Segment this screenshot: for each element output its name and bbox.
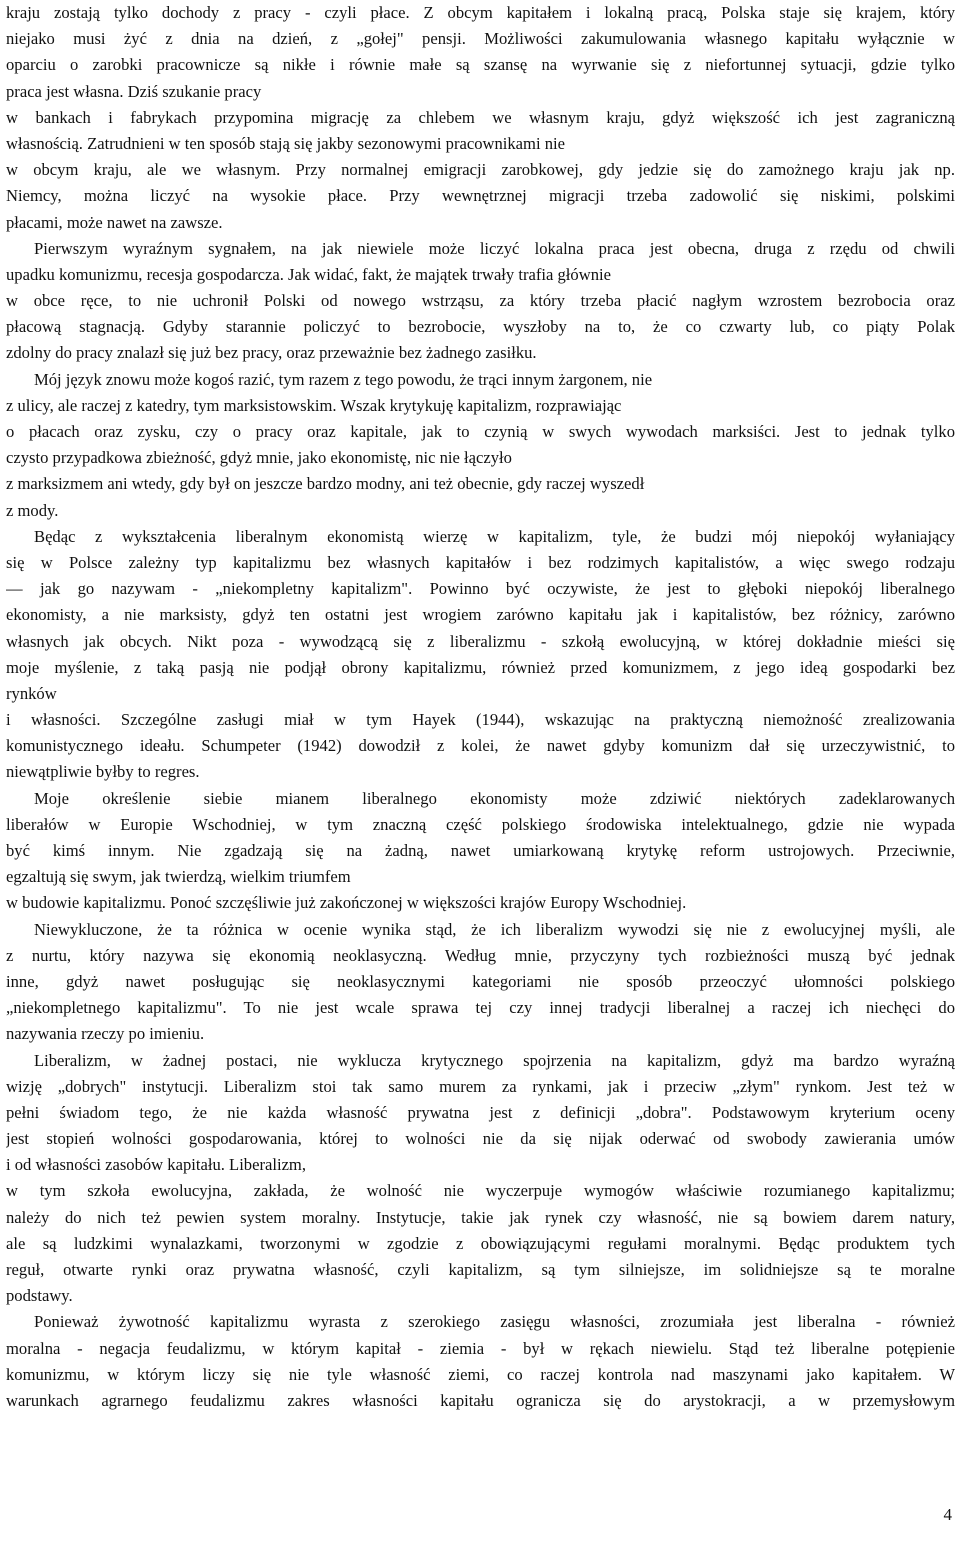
text-line: w obcym kraju, ale we własnym. Przy normalnej emigracji zarobkowej, gdy jedzie się do zamożnego kraju jak np. (6, 160, 955, 180)
text-line: kraju zostają tylko dochody z pracy - czyli płace. Z obcym kapitałem i lokalną pracą, Polska staje się krajem, który (6, 3, 955, 22)
text-line: upadku komunizmu, recesja gospodarcza. Jak widać, fakt, że majątek trwały trafia głównie (6, 264, 611, 284)
text-line: Ponieważ żywotność kapitalizmu wyrasta z szerokiego zasięgu własności, zrozumiała jest liberalna - również (34, 1312, 955, 1332)
text-line: wizję „dobrych" instytucji. Liberalizm stoi tak samo murem za rynkami, jak i przeciw „złym" rynkom. Jest też w (6, 1076, 955, 1096)
text-line: oparciu o zarobki pracownicze są nikłe i równie małe są szansę na wyrwanie się z niefortunnej sytuacji, gdzie tylko (6, 55, 955, 75)
text-line: warunkach agrarnego feudalizmu zakres własności kapitału ogranicza się do arystokracji, a w przemysłowym (6, 1390, 955, 1410)
text-line: z nurtu, który nazywa się ekonomią neoklasyczną. Według mnie, przyczyny tych rozbieżności muszą być jednak (6, 945, 955, 965)
text-line: ale są ludzkimi wynalazkami, tworzonymi w zgodzie z obowiązującymi regułami moralnymi. Będąc produktem tych (6, 1233, 955, 1253)
text-line: nazywania rzeczy po imieniu. (6, 1024, 205, 1044)
text-line: w bankach i fabrykach przypomina migrację za chlebem we własnym kraju, gdyż większość ich jest zagraniczną (6, 107, 955, 127)
text-line: ekonomisty, a nie marksisty, gdyż ten ostatni jest wrogiem zarówno kapitału jak i kapitalistów, bez różnicy, zarówno (6, 605, 955, 625)
text-line: w tym szkoła ewolucyjna, zakłada, że wolność nie wyczerpuje wymogów właściwie rozumianego kapitalizmu; (6, 1181, 955, 1201)
text-line: moje myślenie, z taką pasją nie podjął obrony kapitalizmu, również przed komunizmem, z jego ideą gospodarki bez (6, 657, 955, 677)
text-line: płacową stagnacją. Gdyby starannie policzyć to bezrobocie, wyszłoby na to, że co czwarty lub, co piąty Polak (6, 317, 955, 337)
text-line: niejako musi żyć z dnia na dzień, z „gołej" pensji. Możliwości zakumulowania własnego kapitału wyłącznie w (6, 29, 955, 49)
text-line: być kimś innym. Nie zgadzają się na żadną, nawet umiarkowaną krytykę reform ustrojowych. Przeciwnie, (6, 841, 955, 860)
text-line: zdolny do pracy znalazł się już bez pracy, oraz przeważnie bez żadnego zasiłku. (6, 343, 537, 363)
text-line: komunizmu, w którym liczy się nie tyle własność ziemi, co raczej kontrola nad maszynami jako kapitałem. W (6, 1364, 955, 1384)
page-number: 4 (943, 1505, 952, 1524)
text-line: Niewykluczone, że ta różnica w ocenie wynika stąd, że ich liberalizm wywodzi się nie z ewolucyjnej myśli, ale (34, 919, 955, 939)
text-line: z mody. (6, 500, 59, 520)
text-line: „niekompletnego kapitalizmu". To nie jest wcale sprawa tej czy innej tradycji liberalnej a raczej ich niechęci do (6, 998, 955, 1018)
text-line: komunistycznego ideału. Schumpeter (1942) dowodził z kolei, że nawet gdyby komunizm dał się urzeczywistnić, to (6, 736, 955, 756)
text-line: reguł, otwarte rynki oraz prywatna własność, czyli kapitalizm, są tym silniejsze, im solidniejsze są te moralne (6, 1260, 955, 1279)
text-line: płacami, może nawet na zawsze. (6, 212, 223, 232)
text-line: podstawy. (6, 1286, 73, 1306)
text-line: w obce ręce, to nie uchronił Polski od nowego wstrząsu, za który trzeba płacić nagłym wzrostem bezrobocia oraz (6, 291, 955, 311)
text-line: i własności. Szczególne zasługi miał w tym Hayek (1944), wskazując na praktyczną niemożność zrealizowania (6, 710, 955, 730)
text-line: Będąc z wykształcenia liberalnym ekonomistą wierzę w kapitalizm, tyle, że budzi mój niepokój wyłaniający (34, 526, 955, 546)
text-line: Mój język znowu może kogoś razić, tym razem z tego powodu, że trąci innym żargonem, nie (34, 369, 653, 389)
text-line: — jak go nazywam - „niekompletny kapitalizm". Powinno być oczywiste, że jest to głęboki niepokój liberalnego (6, 579, 955, 599)
text-line: jest stopień wolności gospodarowania, której to wolności nie da się nijak oderwać od swobody zawierania umów (6, 1129, 955, 1149)
text-line: Liberalizm, w żadnej postaci, nie wyklucza krytycznego spojrzenia na kapitalizm, gdyż ma bardzo wyraźną (34, 1050, 955, 1070)
text-line: i od własności zasobów kapitału. Liberalizm, (6, 1155, 306, 1175)
text-line: czysto przypadkowa zbieżność, gdyż mnie, jako ekonomistę, nic nie łączyło (6, 448, 512, 468)
text-line: praca jest własna. Dziś szukanie pracy (6, 81, 262, 101)
text-line: z marksizmem ani wtedy, gdy był on jeszcze bardzo modny, ani też obecnie, gdy raczej wyszedł (6, 474, 645, 494)
text-line: w budowie kapitalizmu. Ponoć szczęśliwie już zakończonej w większości krajów Europy Wschodniej. (6, 893, 687, 913)
text-line: rynków (6, 683, 57, 703)
text-line: inne, gdyż nawet posługując się neoklasycznymi kategoriami nie sposób przeoczyć ułomności polskiego (6, 971, 955, 991)
text-line: egzaltują się swym, jak twierdzą, wielkim triumfem (6, 867, 351, 887)
text-line: moralna - negacja feudalizmu, w którym kapitał - ziemia - był w rękach niewielu. Stąd też liberalne potępienie (6, 1338, 955, 1358)
body-text (6, 0, 955, 1414)
text-line: własnych jak obcych. Nikt poza - wywodzącą się z liberalizmu - szkołą ewolucyjną, w której dokładnie mieści się (6, 631, 955, 651)
text-line: o płacach oraz zysku, czy o pracy oraz kapitale, jak to czynią w swych wywodach marksiści. Jest to jednak tylko (6, 422, 955, 441)
text-line: się w Polsce zależny typ kapitalizmu bez własnych kapitałów i bez rodzimych kapitalistów, a więc swego rodzaju (6, 552, 955, 572)
text-line: pełni świadom tego, że nie każda własność prywatna jest z definicji „dobra". Podstawowym kryterium oceny (6, 1102, 955, 1122)
text-line: Niemcy, można liczyć na wysokie płace. Przy wewnętrznej migracji trzeba zadowolić się niskimi, polskimi (6, 186, 955, 206)
text-line: niewątpliwie byłby to regres. (6, 762, 200, 782)
text-line: Pierwszym wyraźnym sygnałem, na jak niewiele może liczyć lokalna praca jest obecna, druga z rzędu od chwili (34, 238, 955, 258)
text-line: należy do nich też pewien system moralny. Instytucje, takie jak rynek czy własność, nie są bowiem darem natury, (6, 1207, 955, 1227)
text-line: Moje określenie siebie mianem liberalnego ekonomisty może zdziwić niektórych zadeklarowanych (34, 788, 955, 808)
text-line: własnością. Zatrudnieni w ten sposób stają się jakby sezonowymi pracownikami nie (6, 133, 565, 153)
text-line: liberałów w Europie Wschodniej, w tym znaczną część polskiego środowiska intelektualnego, gdzie nie wypada (6, 814, 955, 834)
text-line: z ulicy, ale raczej z katedry, tym marksistowskim. Wszak krytykuję kapitalizm, rozprawiając (6, 395, 622, 415)
